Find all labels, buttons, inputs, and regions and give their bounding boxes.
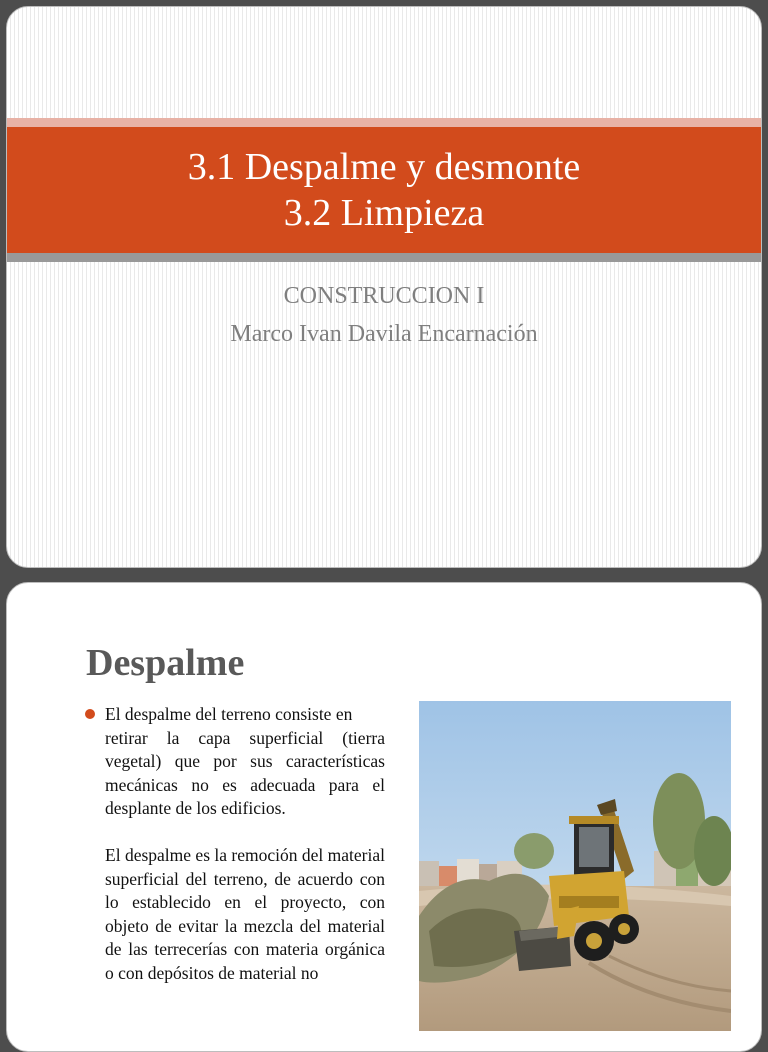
backhoe-photo-illustration (419, 701, 731, 1031)
slide-body-text (105, 703, 385, 985)
slide-title-line-2: 3.2 Limpieza (283, 192, 485, 234)
bullet-dot-icon (85, 709, 95, 719)
title-band (7, 127, 761, 253)
title-band-bottom-stripe (7, 253, 761, 262)
subtitle-block (7, 277, 761, 353)
paragraph-2: El despalme es la remoción del material superficial del terreno, de acuerdo con lo establecido en el proyecto, con objeto de evitar la mezcla del material de las terrecerías con materia orgánica o con depósitos de material no (105, 845, 385, 983)
backhoe-photo (419, 701, 731, 1031)
course-name: CONSTRUCCION I (283, 283, 485, 309)
author-name: Marco Ivan Davila Encarnación (230, 321, 538, 347)
slide-heading: Despalme (86, 642, 245, 684)
title-slide (6, 6, 762, 568)
paragraph-1-line-1: El despalme del terreno consiste en (105, 704, 353, 724)
title-band-top-stripe (7, 118, 761, 127)
paragraph-1-line-2: retirar la capa superficial (tierra vegetal) que por sus características mecánicas no es adecuada para el desplante de los edificios. (105, 727, 385, 818)
slide-title-line-1: 3.1 Despalme y desmonte (187, 146, 581, 188)
content-slide (6, 582, 762, 1052)
